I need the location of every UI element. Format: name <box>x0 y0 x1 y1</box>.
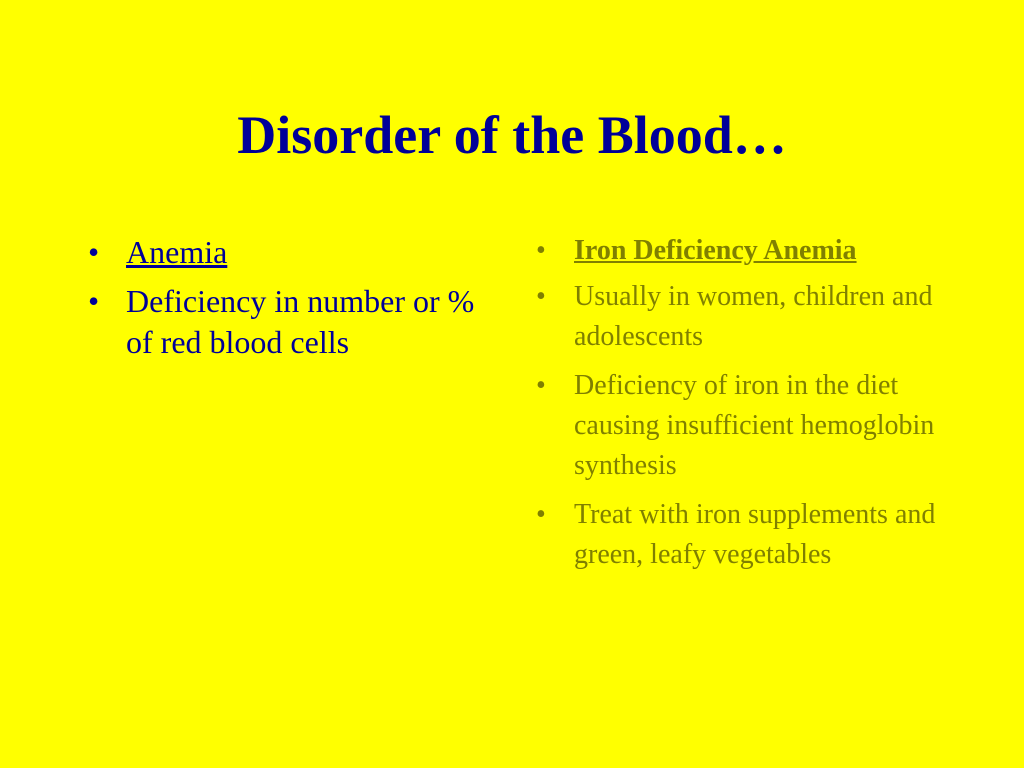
list-item <box>530 277 950 357</box>
list-item <box>530 231 950 271</box>
right-item-text: Deficiency of iron in the diet causing insufficient hemoglobin synthesis <box>574 370 935 481</box>
right-column-list <box>530 231 950 584</box>
list-item <box>530 495 950 575</box>
bullet-icon: • <box>536 235 546 266</box>
left-column-list <box>82 232 502 371</box>
slide-title: Disorder of the Blood… <box>237 105 787 165</box>
left-item-text: Deficiency in number or % of red blood cells <box>126 283 475 360</box>
bullet-icon: • <box>88 234 100 270</box>
right-item-text: Usually in women, children and adolescents <box>574 281 933 352</box>
left-heading: Anemia <box>126 234 228 270</box>
right-heading: Iron Deficiency Anemia <box>574 235 857 266</box>
list-item <box>82 281 502 363</box>
bullet-icon: • <box>536 370 546 401</box>
right-item-text: Treat with iron supplements and green, leafy vegetables <box>574 499 936 570</box>
bullet-icon: • <box>536 499 546 530</box>
bullet-icon: • <box>536 281 546 312</box>
list-item <box>82 232 502 273</box>
list-item <box>530 366 950 486</box>
bullet-icon: • <box>88 283 100 319</box>
